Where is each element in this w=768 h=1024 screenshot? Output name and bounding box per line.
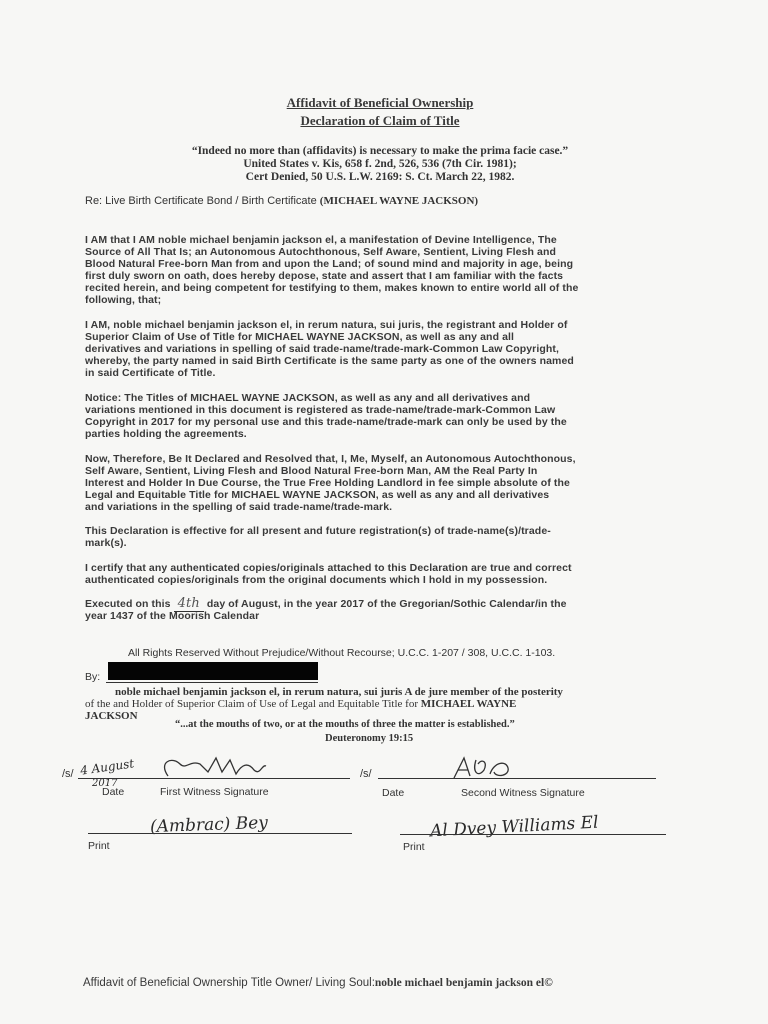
print-label-1: Print [88, 840, 110, 852]
first-signature-line [78, 778, 350, 779]
footer-left-text: Affidavit of Beneficial Ownership Title Owner/ Living Soul: [83, 977, 375, 989]
print-line-2 [400, 834, 666, 835]
text-line: Self Aware, Sentient, Living Flesh and Blood Natural Free-born Man, AM the Real Party In [85, 465, 538, 477]
text-line: variations mentioned in this document is registered as trade-name/trade-mark-Common Law [85, 404, 556, 416]
re-line [85, 195, 478, 207]
date-label-2: Date [382, 787, 405, 799]
s2-prefix: /s/ [360, 768, 372, 780]
print-label-2: Print [403, 841, 425, 853]
text-line [85, 598, 685, 610]
signatory-line-1: noble michael benjamin jackson el, in rerum natura, sui juris A de jure member of the posterity [115, 686, 563, 698]
paragraph-5 [85, 525, 685, 549]
signatory-block [85, 686, 705, 722]
text-line: derivatives and variations in spelling of said trade-name/trade-mark-Common Law Copyright, [85, 343, 560, 355]
signatory-line [85, 698, 705, 710]
first-witness-label: First Witness Signature [160, 786, 269, 798]
text-line: Superior Claim of Use of Title for MICHAEL WAYNE JACKSON, as well as any and all [85, 331, 515, 343]
text-line: in said Certificate of Title. [85, 367, 216, 379]
citation-line-1: United States v. Kis, 658 f. 2nd, 526, 536 (7th Cir. 1981); [243, 158, 517, 170]
text-line: recited herein, and being competent for testifying to them, makes known to entire world all of the [85, 282, 579, 294]
legal-quote: “Indeed no more than (affidavits) is necessary to make the prima facie case.” [191, 145, 569, 157]
document-title: Affidavit of Beneficial Ownership [286, 95, 474, 110]
deuteronomy-ref: Deuteronomy 19:15 [325, 733, 414, 744]
document-subtitle: Declaration of Claim of Title [300, 113, 460, 128]
text-line: authenticated copies/originals from the original documents which I hold in my possession. [85, 574, 548, 586]
signatory-line [85, 686, 705, 698]
print-name-2-handwritten: Al Dvey Williams El [429, 812, 599, 842]
mouths-quote: “...at the mouths of two, or at the mouths of three the matter is established.” [175, 719, 515, 730]
executed-day-handwritten: 4th [174, 596, 204, 612]
executed-start: Executed on this [85, 598, 171, 610]
text-line: mark(s). [85, 537, 127, 549]
text-line: Now, Therefore, Be It Declared and Resolved that, I, Me, Myself, an Autonomous Autochthonous, [85, 453, 576, 465]
signature-line [106, 682, 318, 683]
text-line: following, that; [85, 294, 162, 306]
text-line: Blood Natural Free-born Man from and upon the Land; of sound mind and majority in age, being [85, 258, 574, 270]
rights-reserved: All Rights Reserved Without Prejudice/Without Recourse; U.C.C. 1-207 / 308, U.C.C. 1-103. [128, 647, 556, 659]
text-line: Source of All That Is; an Autonomous Autochthonous, Self Aware, Sentient, Living Flesh and [85, 246, 557, 258]
paragraph-3 [85, 392, 685, 440]
footer-owner-name: noble michael benjamin jackson el© [374, 977, 553, 989]
paragraph-6 [85, 562, 685, 586]
date-label-1: Date [102, 786, 125, 798]
text-line: first duly sworn on oath, does hereby depose, state and assert that I am familiar with the facts [85, 270, 564, 282]
print-name-1-handwritten: (Ambrac) Bey [149, 812, 269, 838]
signatory-line-3: JACKSON [85, 710, 138, 722]
print-line-1 [88, 833, 352, 834]
footer [83, 977, 553, 989]
text-line: parties holding the agreements. [85, 428, 247, 440]
text-line: I certify that any authenticated copies/originals attached to this Declaration are true and correct [85, 562, 572, 574]
s1-handwritten-year: 2017 [92, 778, 118, 789]
text-line: and variations in the spelling of said trade-name/trade-mark. [85, 501, 393, 513]
s1-prefix: /s/ [62, 768, 74, 780]
s1-handwritten-date: 4 August [79, 756, 135, 778]
second-signature-line [378, 778, 656, 779]
executed-rest: day of August, in the year 2017 of the Gregorian/Sothic Calendar/in the [206, 598, 567, 610]
redacted-signature [108, 662, 318, 680]
text-line: I AM, noble michael benjamin jackson el, in rerum natura, sui juris, the registrant and Holder of [85, 319, 568, 331]
paragraph-1 [85, 234, 685, 306]
signatory-name-caps: MICHAEL WAYNE [420, 698, 517, 710]
text-line: whereby, the party named in said Birth Certificate is the same party as one of the owners named [85, 355, 574, 367]
re-label: Re: Live Birth Certificate Bond / Birth Certificate [85, 195, 317, 207]
text-line: Interest and Holder In Due Course, the True Free Holding Landlord in fee simple absolute of the [85, 477, 570, 489]
text-line: Legal and Equitable Title for MICHAEL WAYNE JACKSON, as well as any and all derivatives [85, 489, 550, 501]
text-line: year 1437 of the Moorish Calendar [85, 610, 260, 622]
by-label: By: [85, 671, 101, 683]
text-line: This Declaration is effective for all present and future registration(s) of trade-name(s)/trade- [85, 525, 551, 537]
signatory-line-2: of the and Holder of Superior Claim of Use of Legal and Equitable Title for [85, 698, 418, 710]
text-line: I AM that I AM noble michael benjamin jackson el, a manifestation of Devine Intelligence, The [85, 234, 557, 246]
paragraph-executed [85, 598, 685, 622]
re-name: (MICHAEL WAYNE JACKSON) [319, 195, 479, 207]
text-line: Copyright in 2017 for my personal use and this trade-name/trade-mark can only be used by the [85, 416, 567, 428]
paragraph-2 [85, 319, 685, 379]
paragraph-4 [85, 453, 685, 513]
second-witness-label: Second Witness Signature [461, 787, 585, 799]
citation-line-2: Cert Denied, 50 U.S. L.W. 2169: S. Ct. March 22, 1982. [245, 171, 515, 183]
text-line: Notice: The Titles of MICHAEL WAYNE JACKSON, as well as any and all derivatives and [85, 392, 531, 404]
